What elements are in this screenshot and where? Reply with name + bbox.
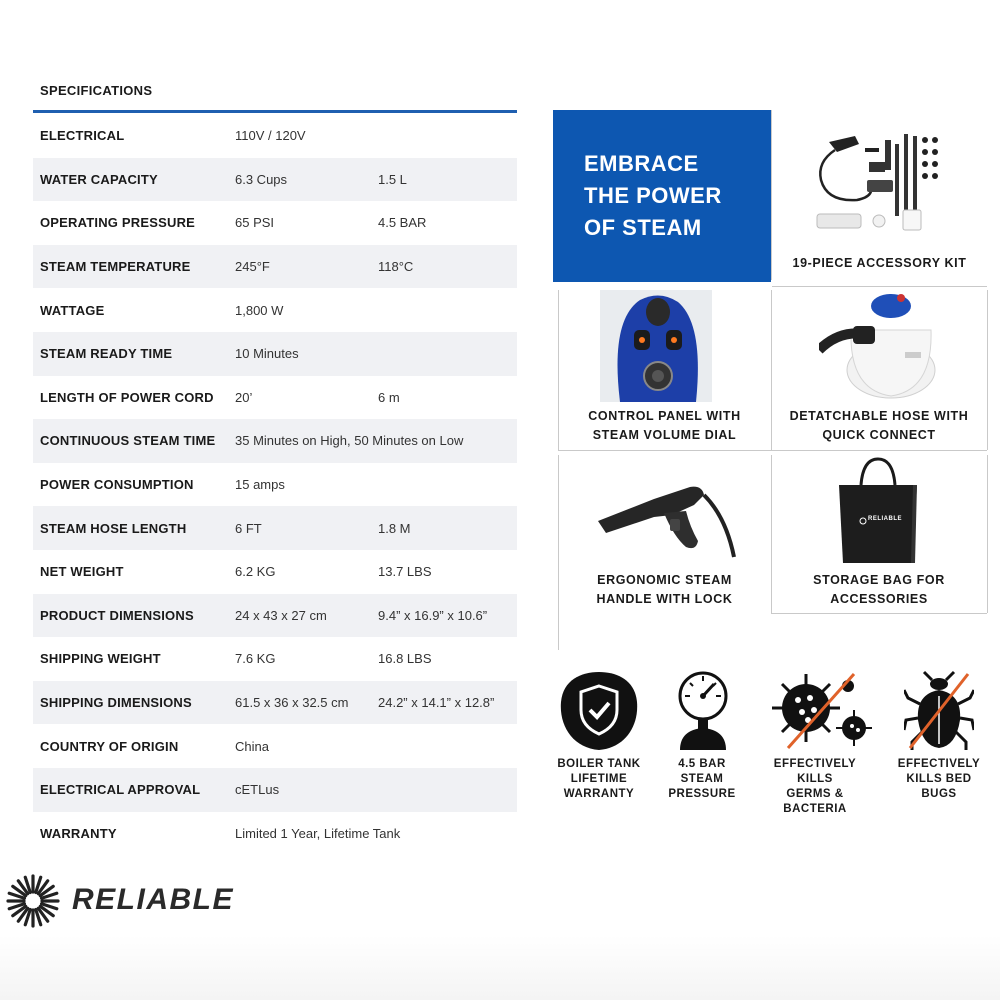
- shield-check-icon: [559, 670, 639, 752]
- grid-line: [772, 286, 987, 287]
- detachable-hose-caption: [771, 407, 987, 445]
- caption-line: DETATCHABLE HOSE WITH: [789, 409, 969, 423]
- spec-value-metric: 1.8 M: [378, 520, 411, 536]
- spec-value: 65 PSI: [235, 215, 275, 231]
- spec-label: NET WEIGHT: [40, 564, 124, 580]
- spec-value-metric: 16.8 LBS: [378, 651, 432, 667]
- spec-label: POWER CONSUMPTION: [40, 477, 194, 493]
- banner-line: THE POWER: [584, 183, 722, 208]
- spec-value: 61.5 x 36 x 32.5 cm: [235, 695, 349, 711]
- spec-value: Limited 1 Year, Lifetime Tank: [235, 825, 401, 841]
- caption-line: 4.5 BAR: [678, 758, 726, 770]
- spec-row: [33, 288, 517, 332]
- caption-line: KILLS: [797, 773, 833, 785]
- reliable-logo-wordmark: RELIABLE: [72, 883, 234, 916]
- spec-row: [33, 681, 517, 725]
- steamer-hose-image: [819, 290, 939, 400]
- grid-line: [771, 613, 987, 614]
- caption-line: BUGS: [921, 788, 957, 800]
- spec-row: [33, 637, 517, 681]
- title-divider: [33, 110, 517, 113]
- caption-line: QUICK CONNECT: [822, 428, 936, 442]
- spec-label: WATER CAPACITY: [40, 171, 158, 187]
- steam-handle-tile: [558, 455, 771, 613]
- lifetime-warranty-caption: [545, 757, 653, 802]
- spec-value-metric: 4.5 BAR: [378, 215, 427, 231]
- spec-label: SHIPPING WEIGHT: [40, 651, 161, 667]
- caption-line: EFFECTIVELY: [773, 758, 857, 770]
- spec-value: 6.3 Cups: [235, 171, 288, 187]
- spec-label: COUNTRY OF ORIGIN: [40, 738, 179, 754]
- caption-line: HANDLE WITH LOCK: [596, 592, 733, 606]
- caption-line: GERMS &: [786, 788, 844, 800]
- spec-value: 35 Minutes on High, 50 Minutes on Low: [235, 433, 464, 449]
- spec-row: [33, 245, 517, 289]
- grid-line: [987, 455, 988, 613]
- banner-line: OF STEAM: [584, 215, 702, 240]
- caption-line: KILLS BED: [906, 773, 972, 785]
- grid-line: [558, 450, 771, 451]
- bag-brand-label: RELIABLE: [868, 516, 902, 522]
- spec-value-metric: 9.4” x 16.9” x 10.6”: [378, 607, 488, 623]
- caption-line: STORAGE BAG FOR: [813, 573, 945, 587]
- spec-label: CONTINUOUS STEAM TIME: [40, 433, 216, 449]
- spec-value: China: [235, 738, 269, 754]
- spec-value: cETLus: [235, 782, 280, 798]
- spec-label: STEAM HOSE LENGTH: [40, 520, 187, 536]
- spec-row: [33, 768, 517, 812]
- spec-row: [33, 158, 517, 202]
- caption-line: ACCESSORIES: [830, 592, 928, 606]
- spec-row: [33, 724, 517, 768]
- banner-headline: [584, 148, 754, 244]
- caption-line: LIFETIME: [570, 773, 628, 785]
- spec-row: [33, 550, 517, 594]
- control-panel-caption: [558, 407, 771, 445]
- spec-label: SHIPPING DIMENSIONS: [40, 695, 192, 711]
- spec-value: 1,800 W: [235, 302, 284, 318]
- storage-bag-caption: [771, 571, 987, 609]
- spec-row: [33, 506, 517, 550]
- spec-label: STEAM READY TIME: [40, 346, 173, 362]
- spec-label: LENGTH OF POWER CORD: [40, 389, 214, 405]
- spec-value-metric: 6 m: [378, 389, 400, 405]
- steam-pressure-caption: [650, 757, 754, 802]
- caption-line: CONTROL PANEL WITH: [588, 409, 741, 423]
- spec-value: 7.6 KG: [235, 651, 276, 667]
- spec-value-metric: 13.7 LBS: [378, 564, 432, 580]
- specifications-title: SPECIFICATIONS: [40, 83, 153, 98]
- germ-crossed-icon: [768, 670, 872, 752]
- spec-value: 6.2 KG: [235, 564, 276, 580]
- accessory-kit-tile: [772, 110, 987, 286]
- spec-row: [33, 376, 517, 420]
- spec-table: [33, 114, 517, 855]
- caption-line: WARRANTY: [563, 788, 635, 800]
- caption-line: ERGONOMIC STEAM: [597, 573, 732, 587]
- steam-handle-caption: [558, 571, 771, 609]
- kills-germs-caption: [760, 757, 870, 817]
- spec-label: OPERATING PRESSURE: [40, 215, 196, 231]
- spec-label: STEAM TEMPERATURE: [40, 259, 191, 275]
- footer-band: [0, 935, 1000, 1000]
- spec-value: 15 amps: [235, 477, 285, 493]
- spec-value-metric: 1.5 L: [378, 171, 407, 187]
- spec-row: [33, 463, 517, 507]
- caption-line: PRESSURE: [668, 788, 736, 800]
- caption-line: BACTERIA: [783, 803, 847, 815]
- control-panel-tile: [558, 290, 771, 450]
- caption-line: STEAM VOLUME DIAL: [592, 428, 737, 442]
- spec-row: [33, 594, 517, 638]
- spec-row: [33, 812, 517, 856]
- caption-line: BOILER TANK: [557, 758, 641, 770]
- spec-value: 10 Minutes: [235, 346, 299, 362]
- steam-handle-image: [594, 477, 740, 569]
- spec-label: WATTAGE: [40, 302, 105, 318]
- spec-value: 20’: [235, 389, 253, 405]
- caption-line: STEAM: [680, 773, 724, 785]
- spec-label: WARRANTY: [40, 825, 117, 841]
- grid-line: [987, 290, 988, 450]
- detachable-hose-tile: [771, 290, 987, 450]
- banner-line: EMBRACE: [584, 151, 699, 176]
- spec-row: [33, 201, 517, 245]
- kills-bedbugs-caption: [884, 757, 994, 802]
- spec-value: 24 x 43 x 27 cm: [235, 607, 327, 623]
- accessory-kit-caption: 19-PIECE ACCESSORY KIT: [792, 256, 967, 270]
- spec-label: PRODUCT DIMENSIONS: [40, 607, 194, 623]
- spec-value: 110V / 120V: [235, 128, 306, 144]
- spec-row: [33, 419, 517, 463]
- storage-bag-tile: [771, 455, 987, 613]
- spec-row: [33, 114, 517, 158]
- bedbug-crossed-icon: [904, 670, 974, 752]
- spec-value: 245°F: [235, 259, 270, 275]
- grid-line: [771, 450, 987, 451]
- control-panel-image: [600, 290, 712, 402]
- reliable-logo-icon: [5, 873, 61, 929]
- spec-value-metric: 24.2” x 14.1” x 12.8”: [378, 695, 495, 711]
- caption-line: EFFECTIVELY: [897, 758, 981, 770]
- spec-value: 6 FT: [235, 520, 262, 536]
- accessory-kit-image: [807, 122, 957, 242]
- pressure-gauge-icon: [676, 670, 730, 752]
- spec-label: ELECTRICAL: [40, 128, 125, 144]
- spec-label: ELECTRICAL APPROVAL: [40, 782, 201, 798]
- storage-bag-image: [833, 455, 923, 567]
- spec-value-metric: 118°C: [378, 259, 414, 275]
- spec-row: [33, 332, 517, 376]
